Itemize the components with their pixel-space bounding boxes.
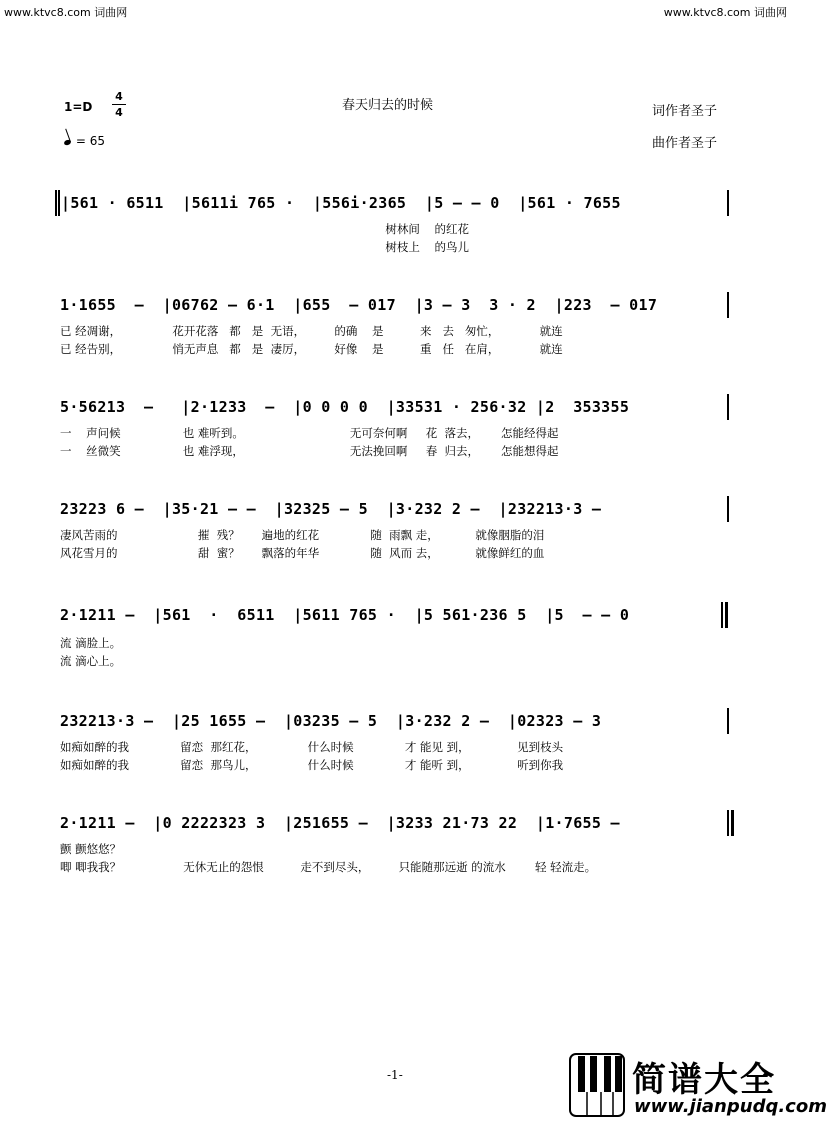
time-signature: [112, 90, 126, 119]
score-line-6: [55, 708, 735, 734]
notation: 232213·3 — |25 1655 — |03235 — 5 |3·232 2 — |02323 — 3: [60, 712, 602, 730]
key-signature: 1=D: [64, 100, 93, 114]
barline: [727, 496, 729, 522]
barline: [58, 190, 60, 216]
lyric-verse-2: 唧 唧我我？ 无休无止的怨恨 走不到尽头， 只能随那远逝 的流水 轻 轻流走。: [60, 860, 597, 874]
lyric-verse-2: 已 经告别， 悄无声息 都 是 凄厉， 好像 是 重 任 在肩， 就连: [60, 342, 563, 356]
lyric-verse-2: 树枝上 的鸟儿: [60, 240, 469, 254]
time-signature-top: 4: [115, 90, 123, 103]
site-logo[interactable]: [568, 1052, 827, 1120]
notation: 2·1211 — |561 · 6511 |5611 765 · |5 561·236 5 |5 — — 0: [60, 606, 630, 624]
lyricist-credit: 词作者圣子: [652, 104, 718, 119]
logo-url: www.jianpudq.com: [634, 1096, 827, 1117]
barline: [721, 602, 723, 628]
score-line-4: [55, 496, 735, 522]
score-line-2: [55, 292, 735, 318]
lyric-verse-1: 如痴如醉的我 留恋 那红花， 什么时候 才 能见 到， 见到枝头: [60, 740, 564, 754]
piano-keys-icon: [568, 1052, 628, 1118]
notation: 23223 6 — |35·21 — — |32325 — 5 |3·232 2 — |232213·3 —: [60, 500, 602, 518]
barline: [727, 292, 729, 318]
notation: |561 · 6511 |5611i 765 · |556i·2365 |5 — — 0 |561 · 7655: [61, 194, 621, 212]
notation: 5·56213 — |2·1233 — |0 0 0 0 |33531 · 256·32 |2 353355: [60, 398, 630, 416]
barline: [727, 394, 729, 420]
tempo-marking: [64, 134, 105, 148]
lyric-verse-1: 凄风苦雨的 摧 残？ 遍地的红花 随 雨飘 走， 就像胭脂的泪: [60, 528, 545, 542]
lyric-verse-2: 一 丝微笑 也 难浮现， 无法挽回啊 春 归去， 怎能想得起: [60, 444, 559, 458]
site-label-right[interactable]: www.ktvc8.com 词曲网: [663, 6, 787, 19]
barline: [727, 190, 729, 216]
score-line-7: [55, 810, 735, 836]
logo-name: 简谱大全: [632, 1060, 776, 1100]
barline: [727, 708, 729, 734]
lyric-verse-1: 颤 颤悠悠？: [60, 842, 122, 856]
notation: 1·1655 — |06762 — 6·1 |655 — 017 |3 — 3 3 · 2 |223 — 017: [60, 296, 658, 314]
song-title: 春天归去的时候: [342, 98, 434, 113]
page-number: -1-: [387, 1068, 403, 1082]
lyric-verse-2: 风花雪月的 甜 蜜？ 飘落的年华 随 风而 去， 就像鲜红的血: [60, 546, 545, 560]
lyric-verse-2: 流 滴心上。: [60, 654, 122, 668]
score-line-1: [55, 190, 735, 216]
lyric-verse-2: 如痴如醉的我 留恋 那鸟儿， 什么时候 才 能听 到， 听到你我: [60, 758, 564, 772]
final-barline: [731, 810, 734, 836]
lyric-verse-1: 树林间 的红花: [60, 222, 469, 236]
lyric-verse-1: 流 滴脸上。: [60, 636, 122, 650]
barline: [55, 190, 57, 216]
lyric-verse-1: 一 声问候 也 难听到。 无可奈何啊 花 落去， 怎能经得起: [60, 426, 559, 440]
score-line-5: [55, 602, 735, 628]
end-repeat-barline: [725, 602, 728, 628]
time-signature-bottom: 4: [115, 106, 123, 119]
site-label-left[interactable]: www.ktvc8.com 词曲网: [4, 6, 128, 19]
lyric-verse-1: 已 经凋谢， 花开花落 都 是 无语， 的确 是 来 去 匆忙， 就连: [60, 324, 563, 338]
tempo-value: = 65: [75, 134, 105, 148]
composer-credit: 曲作者圣子: [652, 136, 718, 151]
notation: 2·1211 — |0 2222323 3 |251655 — |3233 21·73 22 |1·7655 —: [60, 814, 620, 832]
score-line-3: [55, 394, 735, 420]
quarter-note-icon: [63, 139, 71, 146]
barline: [727, 810, 729, 836]
